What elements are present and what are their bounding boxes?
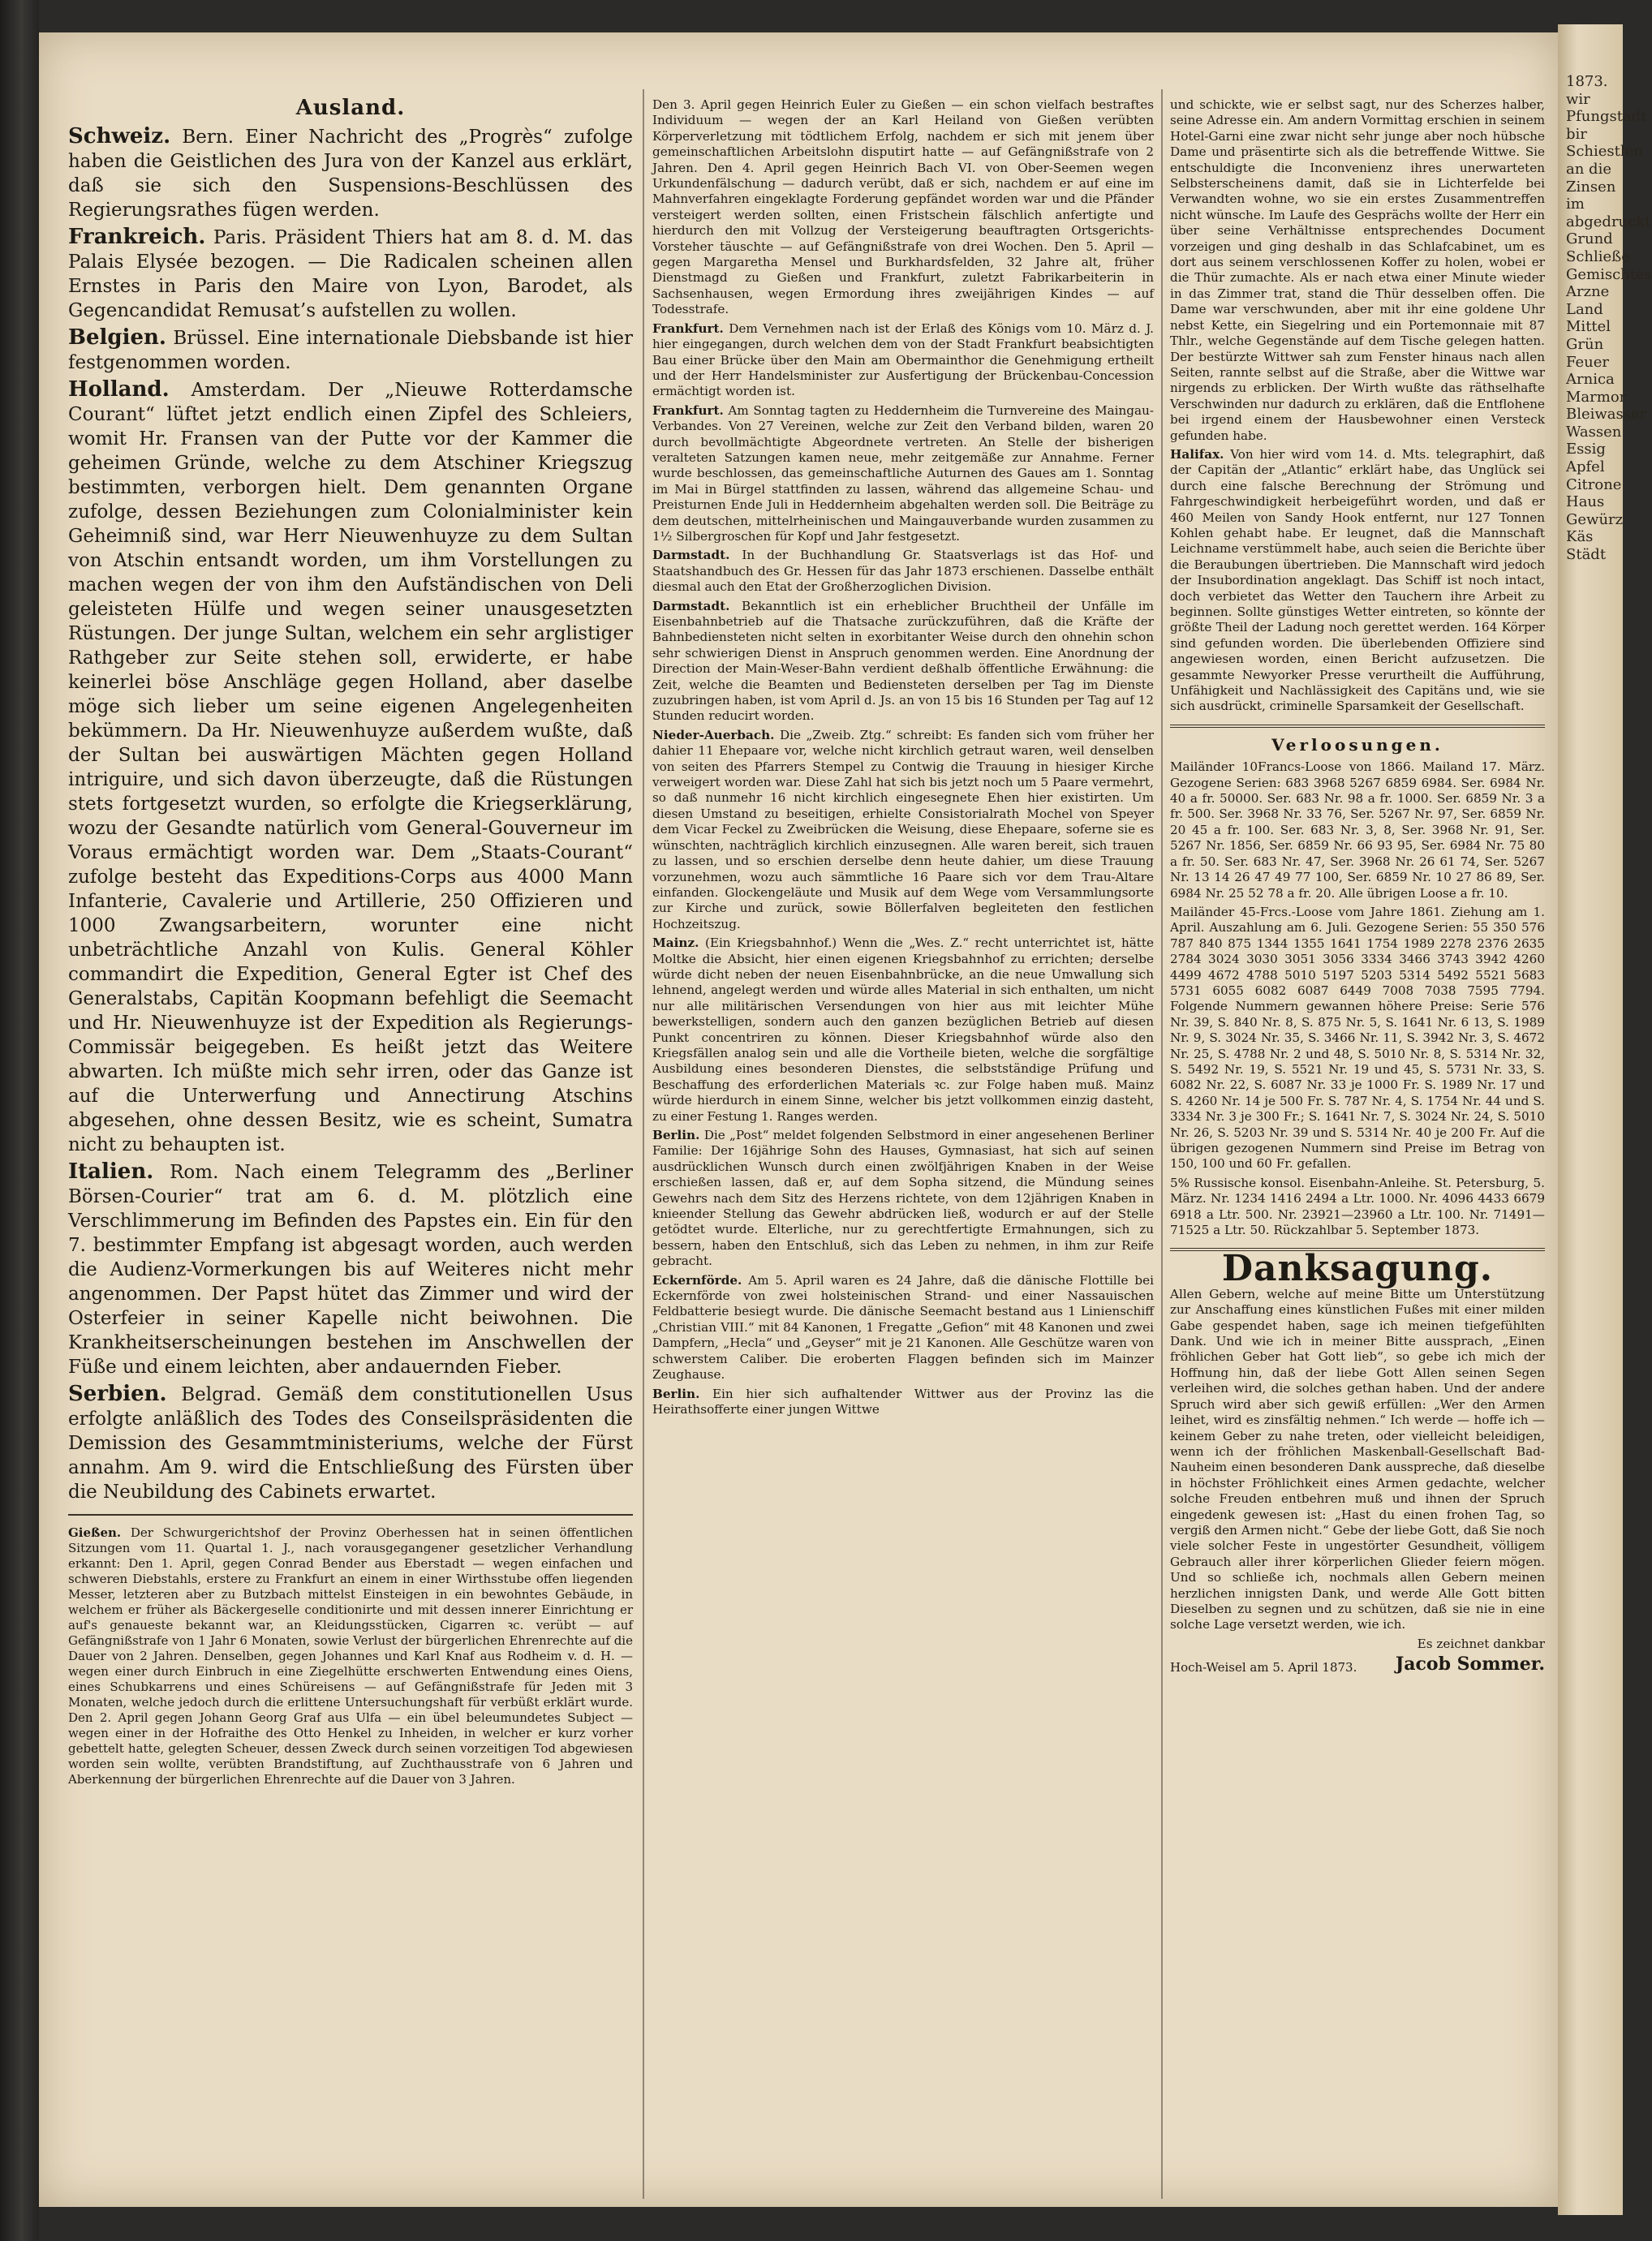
- thanks-signature: [1170, 1654, 1545, 1675]
- article-darmstadt-2: Darmstadt. Bekanntlich ist ein erheblicher Bruchtheil der Unfälle im Eisenbahnbetrieb auf die Thatsache zurückzuführen, daß die Kräfte der Bahnbediensteten nicht selten in exorbitanter Weise durch den ohnehin schon sehr schwierigen Dienst in Anspruch genommen werden. Eine Anordnung der Direction der Main-Weser-Bahn verdient deßhalb öffentliche Erwähnung: die Zeit, welche die Beamten und Bediensteten derselben per Tag im Dienste zuzubringen haben, ist vom April d. Js. an von 15 bis 16 Stunden per Tag auf 12 Stunden reducirt worden.: [652, 598, 1154, 724]
- lottery-title: Verloosungen.: [1271, 734, 1443, 755]
- next-page-fragments: 1873. wir Pfungstadt bir Schiestlen an die Zinsen im abgedruckt Grund Schließe Gemischtes Arzne Land Mittel Grün Feuer Arnica Marmor Bleiwasser Wassen Essig Apfel Citrone Haus Gewürz Käs Städt: [1566, 73, 1652, 564]
- column-rule-1: [643, 89, 644, 2199]
- column-1: [68, 97, 633, 1791]
- next-page-edge: [1558, 24, 1652, 2215]
- column-3: [1170, 97, 1545, 1676]
- article-giessen-cont: Den 3. April gegen Heinrich Euler zu Gießen — ein schon vielfach bestraftes Individuum — wegen der an Karl Heiland von Gießen verübten Körperverletzung mit tödtlichem Erfolg, nachdem er sich mit jenem über gemeinschaftlichen Arbeitslohn disputirt hatte — auf Gefängnißstrafe von 2 Jahren. Den 4. April gegen Heinrich Bach VI. von Ober-Seemen wegen Urkundenfälschung — dadurch verübt, daß er sich, nachdem er auf eine im Mahnverfahren eingeklagte Forderung gepfändet worden war und die Pfänder versteigert werden sollten, einen Fristschein fälschlich anfertigte und hierdurch den mit Vollzug der Versteigerung beauftragten Ortsgerichts-Vorsteher täuschte — auf Gefängnißstrafe von drei Wochen. Den 5. April — gegen Margaretha Mensel und Burkhardsfelden, 32 Jahre alt, früher Dienstmagd zu Gießen und Frankfurt, zuletzt Fabrikarbeiterin in Sachsenhausen, wegen Ermordung ihres zweijährigen Kindes — auf Todesstrafe.: [652, 97, 1154, 317]
- article-berlin-1: Berlin. Die „Post“ meldet folgenden Selbstmord in einer angesehenen Berliner Familie: Der 16jährige Sohn des Hauses, Gymnasiast, hat sich auf seinen ausdrücklichen Wunsch durch einen zwölfjährigen Knaben in der Weise erschießen lassen, daß er, auf dem Sopha sitzend, die Mündung seines Gewehrs nach dem Sitz des Herzens richtete, von dem 12jährigen Knaben in knieender Stellung das Gewehr abdrücken ließ, wodurch er auf der Stelle getödtet wurde. Elterliche, nur zu gerechtfertigte Ermahnungen, sich zu bessern, haben den Entschluß, sich das Leben zu nehmen, in ihm zur Reife gebracht.: [652, 1128, 1154, 1269]
- thanks-name: Jacob Sommer.: [1395, 1654, 1545, 1675]
- article-schweiz: Schweiz. Bern. Einer Nachricht des „Progrès“ zufolge haben die Geistlichen des Jura von der Kanzel aus erklärt, daß sie sich den Suspensions-Beschlüssen des Regierungsrathes fügen werden.: [68, 124, 633, 222]
- article-eckernfoerde: Eckernförde. Am 5. April waren es 24 Jahre, daß die dänische Flottille bei Eckernförde von zwei holsteinischen Strand- und einer Nassauischen Feldbatterie besiegt wurde. Die dänische Seemacht bestand aus 1 Linienschiff „Christian VIII.“ mit 84 Kanonen, 1 Fregatte „Gefion“ mit 48 Kanonen und zwei Dampfern, „Hecla“ und „Geyser“ mit je 21 Kanonen. Alle Geschütze waren von schwerstem Caliber. Die eroberten Flaggen befinden sich im Mainzer Zeughause.: [652, 1272, 1155, 1383]
- newspaper-page: [39, 32, 1558, 2207]
- article-italien: Italien. Rom. Nach einem Telegramm des „Berliner Börsen-Courier“ trat am 6. d. M. plötzlich eine Verschlimmerung im Befinden des Papstes ein. Ein für den 7. bestimmter Empfang ist abgesagt worden, auch werden die Audienz-Vormerkungen bis auf Weiteres nicht mehr angenommen. Der Papst hütet das Zimmer und wird der Osterfeier in seiner Kapelle nicht beiwohnen. Die Krankheitserscheinungen bestehen im Anschwellen der Füße und einem leichten, aber andauernden Fieber.: [68, 1159, 634, 1379]
- article-nieder-auerbach: Nieder-Auerbach. Die „Zweib. Ztg.“ schreibt: Es fanden sich vom früher her dahier 11 Ehepaare vor, welche nicht kirchlich getraut waren, weil denselben von seiten des Pfarrers Stempel zu Contwig die Trauung in hiesiger Kirche verweigert worden war. Diese Zahl hat sich bis jetzt noch um 5 Paare vermehrt, so daß nunmehr 16 nicht kirchlich eingesegnete Ehen hier existirten. Um diesen Umstand zu beseitigen, erhielte Consistorialrath Mochel von Speyer dem Vicar Feckel zu Zweibrücken die Weisung, diese Ehepaare, soferne sie es wünschten, nachträglich kirchlich einzusegnen. Alle waren bereit, sich trauen zu lassen, und so erschien derselbe denn heute dahier, um diese Trauung vorzunehmen, wozu auch sämmtliche 16 Paare sich vor dem Trau-Altare einfanden. Glockengeläute und Musik auf dem Wege vom Versammlungsorte zur Kirche und zurück, sowie Böllerfalven begleiteten den festlichen Hochzeitszug.: [652, 727, 1155, 931]
- column-rule-2: [1161, 89, 1163, 2199]
- divider: [1170, 725, 1545, 728]
- foreign-news: [68, 124, 633, 1504]
- section-title: Ausland.: [295, 96, 406, 120]
- article-darmstadt-1: Darmstadt. In der Buchhandlung Gr. Staatsverlags ist das Hof- und Staatshandbuch des Gr. Hessen für das Jahr 1873 erschienen. Dasselbe enthält diesmal auch den Etat der Großherzoglichen Division.: [652, 548, 1154, 595]
- article-berlin-2-cont: und schickte, wie er selbst sagt, nur des Scherzes halber, seine Adresse ein. Am andern Vormittag erschien in seinem Hotel-Garni eine zwar nicht sehr junge aber noch hübsche Dame und präsentirte sich als die betreffende Wittwe. Sie entschuldigte die Inconvenienz ihres unerwarteten Selbsterscheinens damit, daß sie in Lichterfelde bei Verwandten wohne, wo sie ein erstes Zusammentreffen nicht wünsche. Im Laufe des Gesprächs wollte der Herr ein über seine Verhältnisse entsprechendes Document vorzeigen und ging deshalb in das Schlafcabinet, um es dort aus seinem verschlossenen Koffer zu holen, wobei er die Thür zumachte. Als er nach etwa einer Minute wieder in das Zimmer trat, stand die Thür desselben offen. Die Dame war verschwunden, aber mit ihr eine goldene Uhr nebst Kette, ein Siegelring und ein Portemonnaie mit 87 Thlr., welche Gegenstände auf dem Tische gelegen hatten. Der bestürzte Wittwer sah zum Fenster hinaus nach allen Seiten, rannte selbst auf die Straße, aber die Wittwe war nirgends zu erblicken. Der Wirth wußte das räthselhafte Verschwinden nur dadurch zu erklären, daß die Entflohene bei irgend einem der Hausbewohner einen Versteck gefunden habe.: [1170, 97, 1545, 443]
- lottery-milan-45: Mailänder 45-Frcs.-Loose vom Jahre 1861. Ziehung am 1. April. Auszahlung am 6. Juli. Gezogene Serien: 55 350 576 787 840 875 1344 1355 1641 1754 1989 2278 2376 2635 2784 3024 3030 3051 3056 3334 3466 3743 3942 4260 4499 4672 4788 5010 5197 5203 5314 5492 5521 5683 5731 6055 6082 6087 6449 7008 7038 7595 7794. Folgende Nummern gewannen höhere Preise: Serie 576 Nr. 39, S. 840 Nr. 8, S. 875 Nr. 5, S. 1641 Nr. 6 13, S. 1989 Nr. 9, S. 3024 Nr. 35, S. 3466 Nr. 11, S. 3942 Nr. 3, S. 4672 Nr. 25, S. 4788 Nr. 2 und 48, S. 5010 Nr. 8, S. 5314 Nr. 32, S. 5492 Nr. 19, S. 5521 Nr. 19 und 45, S. 5731 Nr. 33, S. 6082 Nr. 22, S. 6087 Nr. 33 je 1000 Fr. S. 1989 Nr. 17 und S. 4260 Nr. 14 je 500 Fr. S. 787 Nr. 4, S. 1754 Nr. 44 und S. 3334 Nr. 3 je 300 Fr.; S. 1641 Nr. 7, S. 3024 Nr. 24, S. 5010 Nr. 26, S. 5203 Nr. 39 und S. 5314 Nr. 40 je 200 Fr. Auf die übrigen gezogenen Nummern sind Preise im Betrag von 150, 100 und 60 Fr. gefallen.: [1170, 904, 1545, 1172]
- article-berlin-2: Berlin. Ein hier sich aufhaltender Wittwer aus der Provinz las die Heirathsofferte einer jungen Wittwe: [652, 1386, 1154, 1417]
- thanks-place: Hoch-Weisel am 5. April 1873.: [1170, 1660, 1357, 1675]
- thanks-title: Danksagung.: [1221, 1248, 1494, 1290]
- lottery-russian-rail: 5% Russische konsol. Eisenbahn-Anleihe. St. Petersburg, 5. März. Nr. 1234 1416 2494 a Ltr. 1000. Nr. 4096 4433 6679 6918 a Ltr. 500. Nr. 23921—23960 a Ltr. 100. Nr. 71491—71525 a Ltr. 50. Rückzahlbar 5. September 1873.: [1170, 1175, 1545, 1238]
- book-binding: [0, 0, 39, 2241]
- lottery-milan-10: Mailänder 10Francs-Loose von 1866. Mailand 17. März. Gezogene Serien: 683 3968 5267 6859 6984. Ser. 6984 Nr. 40 a fr. 50000. Ser. 683 Nr. 98 a fr. 1000. Ser. 6859 Nr. 3 a fr. 500. Ser. 3968 Nr. 33 76, Ser. 5267 Nr. 97, Ser. 6859 Nr. 20 45 a fr. 100. Ser. 683 Nr. 3, 8, Ser. 3968 Nr. 91, Ser. 5267 Nr. 1856, Ser. 6859 Nr. 66 93 95, Ser. 6984 Nr. 75 80 a fr. 50. Ser. 683 Nr. 47, Ser. 3968 Nr. 26 61 74, Ser. 5267 Nr. 13 14 26 47 49 77 100, Ser. 6859 Nr. 10 27 86 89, Ser. 6984 Nr. 25 52 78 a fr. 20. Alle übrigen Loose a fr. 10.: [1170, 759, 1545, 901]
- thanks-text: Allen Gebern, welche auf meine Bitte um Unterstützung zur Anschaffung eines künstlichen Fußes mit einer milden Gabe gespendet haben, sage ich meinen tiefgefühlten Dank. Und wie ich in meiner Bitte aussprach, „Einen fröhlichen Geber hat Gott lieb“, so gebe ich mich der Hoffnung hin, daß der liebe Gott Allen seinen Segen verleihen wird, die solches gethan haben. Und der andere Spruch wird aber sich gewiß erfüllen: „Wer den Armen leihet, wird es zinsfältig nehmen.“ Ich werde — hoffe ich — keinem Geber zu nahe treten, oder vielleicht beleidigen, wenn ich der fröhlichen Maskenball-Gesellschaft Bad-Nauheim einen besonderen Dank ausspreche, daß dieselbe in höchster Fröhlichkeit eines Armen gedachte, welcher solche Freuden entbehren muß und ihnen der Spruch eingedenk gewesen ist: „Hast du einen frohen Tag, so vergiß den Armen nicht.“ Gebe der liebe Gott, daß Sie noch viele solcher Feste in ungestörter Gesundheit, völligem Gebrauch aller ihrer körperlichen Glieder feiern mögen. Und so schließe ich, nochmals allen Gebern meinen herzlichen innigsten Dank, und werde Alle Gott bitten Dieselben zu segnen und zu schützen, daß sie nie in eine solche Lage versetzt werden, wie ich.: [1170, 1286, 1545, 1632]
- article-frankfurt-2: Frankfurt. Am Sonntag tagten zu Heddernheim die Turnvereine des Maingau-Verbandes. Von 27 Vereinen, welche zur Zeit den Verband bilden, waren 20 durch bevollmächtigte Abgeordnete vertreten. An Stelle der bisherigen veralteten Satzungen kamen neue, mehr zeitgemäße zur Annahme. Ferner wurde beschlossen, das gemeinschaftliche Auturnen des Gaues am 1. Sonntag im Mai in Bürgel stattfinden zu lassen, während das allgemeine Schau- und Preisturnen Ende Juli in Heddernheim abgehalten werden soll. Die Beiträge zu dem deutschen, mittelrheinischen und Maingauverbande wurden zusammen zu 1½ Silbergroschen für Kopf und Jahr festgesetzt.: [652, 402, 1155, 544]
- article-serbien: Serbien. Belgrad. Gemäß dem constitutionellen Usus erfolgte anläßlich des Todes des Conseilspräsidenten die Demission des Gesammtministeriums, welche der Fürst annahm. Am 9. wird die Entschließung des Fürsten über die Neubildung des Cabinets erwartet.: [68, 1382, 633, 1503]
- article-holland: Holland. Amsterdam. Der „Nieuwe Rotterdamsche Courant“ lüftet jetzt endlich einen Zipfel des Schleiers, womit Hr. Fransen van der Putte vor der Kammer die geheimen Gründe, welche zu dem Atschiner Kriegszug bestimmten, verborgen hielt. Dem genannten Organe zufolge, dessen Beziehungen zum Colonialminister kein Geheimniß sind, war Herr Nieuwenhuyze zu dem Sultan von Atschin entsandt worden, um ihm Vorstellungen zu machen wegen der von ihm den Aufständischen von Deli geleisteten Hülfe und wegen seiner unausgesetzten Rüstungen. Der junge Sultan, welchem ein sehr arglistiger Rathgeber zur Seite stehen soll, erwiderte, er habe keinerlei böse Anschläge gegen Holland, aber daselbe möge sich lieber um seine eigenen Angelegenheiten bekümmern. Da Hr. Nieuwenhuyze außerdem wußte, daß der Sultan bei auswärtigen Mächten gegen Holland intriguire, und sich davon überzeugte, daß die Rüstungen stets fortgesetzt wurden, so erfolgte die Kriegserklärung, wozu der Gesandte natürlich vom General-Gouverneur im Voraus ermächtigt worden war. Dem „Staats-Courant“ zufolge besteht das Expeditions-Corps aus 4000 Mann Infanterie, Cavalerie und Artillerie, 250 Offizieren und 1000 Zwangsarbeitern, worunter eine nicht unbeträchtliche Anzahl von Kulis. General Köhler commandirt die Expedition, General Egter ist Chef des Generalstabs, Capitän Koopmann befehligt die Seemacht und Hr. Nieuwenhuyze ist der Expedition als Regierungs-Commissär beigegeben. Es heißt jetzt das Weitere abwarten. Ich müßte mich sehr irren, oder das Ganze ist auf die Unterwerfung und Annectirung Atschins abgesehen, ohne dessen Besitz, wie es scheint, Sumatra nicht zu behaupten ist.: [68, 377, 633, 1156]
- divider: [68, 1514, 633, 1516]
- article-belgien: Belgien. Brüssel. Eine internationale Diebsbande ist hier festgenommen worden.: [68, 325, 633, 374]
- thanks-sign-line: Es zeichnet dankbar: [1417, 1636, 1545, 1651]
- article-mainz: Mainz. (Ein Kriegsbahnhof.) Wenn die „Wes. Z.“ recht unterrichtet ist, hätte Moltke die Absicht, hier einen eigenen Kriegsbahnhof zu errichten; derselbe würde dicht neben der neuen Eisenbahnbrücke, an die neue Umwallung sich lehnend, angelegt werden und würde alles Material in sich enthalten, um nicht nur alle militärischen Versendungen von hier aus mit leichter Mühe bewerkstelligen, sondern auch den ganzen bezüglichen Betrieb auf diesen Punkt concentriren zu können. Dieser Kriegsbahnhof würde also den Kriegsfällen analog sein und alle die Vortheile bieten, welche die sorgfältige Ausbildung eines besonderen Dienstes, die selbstständige Prüfung und Beschaffung des erforderlichen Materials ꝛc. zur Folge haben muß. Mainz würde hierdurch in einem Sinne, welcher bis jetzt vollkommen einzig dasteht, zu einer Festung 1. Ranges werden.: [652, 936, 1154, 1124]
- article-giessen: Gießen. Der Schwurgerichtshof der Provinz Oberhessen hat in seinen öffentlichen Sitzungen vom 11. Quartal 1. J., nach vorausgegangener gesetzlicher Verhandlung erkannt: Den 1. April, gegen Conrad Bender aus Eberstadt — wegen einfachen und schweren Diebstahls, erstere zu Frankfurt an einem in einer Wirthsstube offen liegenden Messer, letzteren aber zu Butzbach mittelst Einsteigen in ein bewohntes Gebäude, in welchem er früher als Bäckergeselle conditionirte und mit dessen innerer Einrichtung er auf's genaueste bekannt war, an Kleidungsstücken, Cigarren ꝛc. verübt — auf Gefängnißstrafe von 1 Jahr 6 Monaten, sowie Verlust der bürgerlichen Ehrenrechte auf die Dauer von 2 Jahren. Denselben, gegen Johannes und Karl Knaf aus Rodheim v. d. H. — wegen einer durch Einbruch in eine Ziegelhütte erschwerten Entwendung eines Oiens, eines Schubkarrens und eines Schüreisens — auf Gefängnißstrafe für Jeden mit 3 Monaten, welche jedoch durch die erlittene Untersuchungshaft für verbüßt erklärt wurde. Den 2. April gegen Johann Georg Graf aus Ulfa — ein übel beleumundetes Subject — wegen einer in der Hofraithe des Otto Henkel zu Inheiden, in welcher er kurz vorher gebettelt hatte, gelegten Scheuer, dessen Zweck durch seinen vorzeitigen Tod abgewiesen worden sein wollte, verübten Brandstiftung, auf Zuchthausstrafe von 6 Jahren und Aberkennung der bürgerlichen Ehrenrechte auf die Dauer von 3 Jahren.: [68, 1525, 633, 1787]
- article-frankfurt-1: Frankfurt. Dem Vernehmen nach ist der Erlaß des Königs vom 10. März d. J. hier eingegangen, durch welchen dem von der Stadt Frankfurt beabsichtigten Bau einer Brücke über den Main am Obermainthor die Genehmigung ertheilt und der Herr Handelsminister zur Ausfertigung der Brückenbau-Concession ermächtigt worden ist.: [652, 320, 1154, 399]
- column-2: [652, 97, 1154, 1421]
- article-frankreich: Frankreich. Paris. Präsident Thiers hat am 8. d. M. das Palais Elysée bezogen. — Die Radicalen scheinen allen Ernstes in Paris den Maire von Lyon, Barodet, als Gegencandidat Remusat’s aufstellen zu wollen.: [68, 225, 633, 322]
- article-halifax: Halifax. Von hier wird vom 14. d. Mts. telegraphirt, daß der Capitän der „Atlantic“ erklärt habe, das Unglück sei durch eine falsche Berechnung der Strömung und Fahrgeschwindigkeit herbeigeführt worden, und daß er 460 Meilen von Sandy Hook entfernt, nur 127 Tonnen Kohlen gehabt habe. Er leugnet, daß die Mannschaft Leichname verstümmelt habe, auch seien die Berichte über die Beraubungen übertrieben. Die Mannschaft wird jedoch der Insubordination angeklagt. Das Schiff ist noch intact, doch verbietet das Wetter den Tauchern ihre Arbeit zu beginnen. Sollte günstiges Wetter eintreten, so könnte der größte Theil der Ladung noch gerettet werden. 164 Körper sind gefunden worden. Die überlebenden Offiziere sind angewiesen worden, einen Bericht aufzusetzen. Die gesammte Newyorker Presse verurtheilt die Aufführung, Unfähigkeit und Nachlässigkeit des Capitäns und, wie sie sich ausdrückt, criminelle Sparsamkeit der Gesellschaft.: [1170, 446, 1546, 714]
